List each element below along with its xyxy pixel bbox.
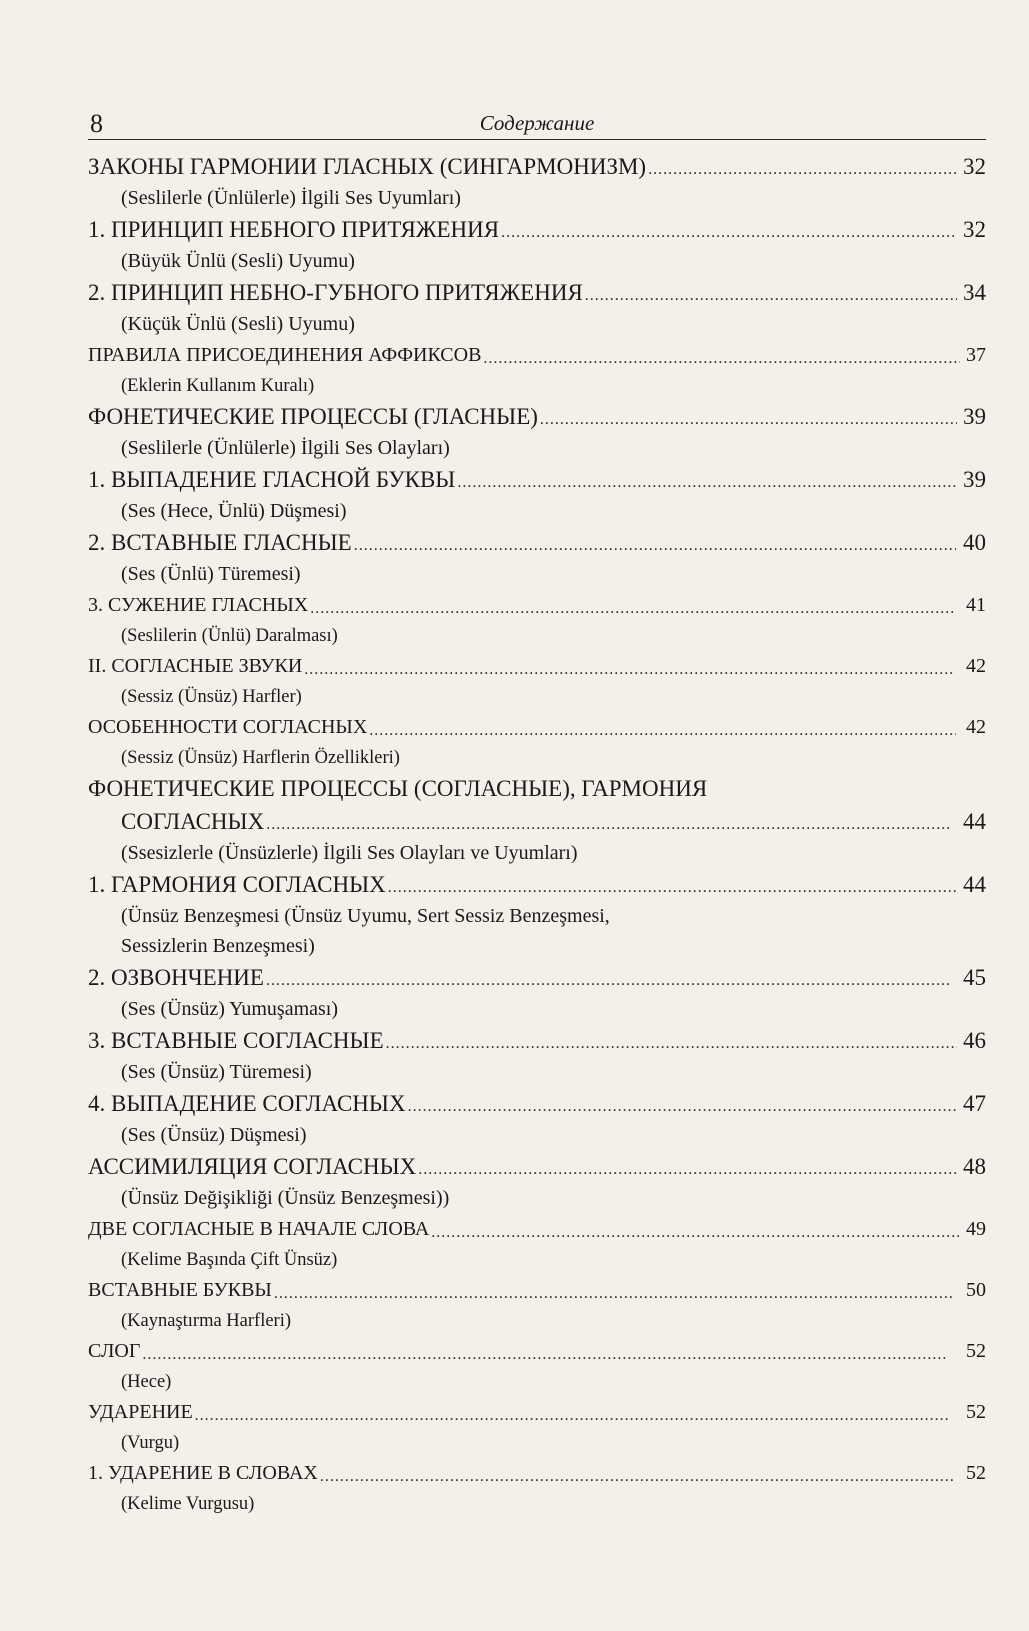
- toc-entry: [88, 526, 986, 589]
- toc-entry: [88, 400, 986, 463]
- toc-entry-subtitle: [88, 309, 986, 339]
- toc-entry: [88, 1335, 986, 1396]
- toc-entry: [88, 1150, 986, 1213]
- toc-entry-subtitle-line: (Büyük Ünlü (Sesli) Uyumu): [121, 250, 355, 272]
- dot-leader: [431, 1220, 959, 1246]
- toc-entry-page-number: 44: [963, 809, 986, 834]
- toc-entry-title: ЗАКОНЫ ГАРМОНИИ ГЛАСНЫХ (СИНГАРМОНИЗМ): [88, 154, 647, 179]
- toc-entry-line: [88, 1396, 986, 1429]
- dot-leader: [540, 407, 957, 433]
- toc-entry-page-number: 47: [963, 1091, 986, 1116]
- toc-entry-page-number: 49: [966, 1218, 986, 1240]
- page-number: 8: [90, 109, 103, 138]
- toc-entry: [88, 1087, 986, 1150]
- toc-entry-subtitle-line: (Vurgu): [121, 1433, 180, 1453]
- toc-entry-title: 3. СУЖЕНИЕ ГЛАСНЫХ: [88, 594, 309, 616]
- dot-leader: [320, 1464, 955, 1490]
- table-of-contents: [88, 150, 986, 1518]
- toc-entry-subtitle-line: (Ses (Hece, Ünlü) Düşmesi): [121, 500, 347, 522]
- toc-entry-subtitle-line: (Küçük Ünlü (Sesli) Uyumu): [121, 313, 355, 335]
- dot-leader: [418, 1157, 957, 1183]
- toc-entry-subtitle-line: (Ses (Ünsüz) Türemesi): [121, 1061, 312, 1083]
- toc-entry-page-number: 39: [963, 404, 986, 429]
- toc-entry-subtitle-line: (Hece): [121, 1372, 172, 1392]
- dot-leader: [501, 220, 957, 246]
- toc-entry-subtitle-line: (Kelime Vurgusu): [121, 1494, 255, 1514]
- toc-entry-subtitle: [88, 433, 986, 463]
- toc-entry: [88, 213, 986, 276]
- toc-entry-subtitle: [88, 496, 986, 526]
- toc-entry: [88, 1457, 986, 1518]
- toc-entry-page-number: 48: [963, 1154, 986, 1179]
- toc-entry-title: 2. ПРИНЦИП НЕБНО-ГУБНОГО ПРИТЯЖЕНИЯ: [88, 280, 583, 305]
- toc-entry-title: УДАРЕНИЕ: [88, 1401, 193, 1423]
- toc-entry: [88, 276, 986, 339]
- toc-entry-line: [88, 961, 986, 994]
- toc-entry-subtitle: [88, 901, 986, 961]
- toc-entry-title: СОГЛАСНЫХ: [121, 809, 265, 834]
- dot-leader: [648, 157, 957, 183]
- toc-entry: [88, 650, 986, 711]
- toc-entry-subtitle: [88, 1307, 986, 1335]
- toc-entry-title: 1. ПРИНЦИП НЕБНОГО ПРИТЯЖЕНИЯ: [88, 217, 500, 242]
- toc-entry-page-number: 52: [966, 1401, 986, 1423]
- toc-entry-subtitle-line: (Ses (Ünsüz) Düşmesi): [121, 1124, 307, 1146]
- toc-entry-subtitle: [88, 1120, 986, 1150]
- toc-entry-page-number: 39: [963, 467, 986, 492]
- toc-entry-subtitle: [88, 1429, 986, 1457]
- toc-entry-page-number: 52: [966, 1340, 986, 1362]
- toc-entry-page-number: 46: [963, 1028, 986, 1053]
- toc-entry-line: [88, 1274, 986, 1307]
- toc-entry: [88, 1396, 986, 1457]
- page-header: [88, 105, 986, 140]
- toc-entry-title: 1. УДАРЕНИЕ В СЛОВАХ: [88, 1462, 318, 1484]
- toc-entry: [88, 339, 986, 400]
- toc-entry-subtitle: [88, 622, 986, 650]
- toc-entry-line: [88, 339, 986, 372]
- toc-entry-page-number: 44: [963, 872, 986, 897]
- toc-entry-subtitle-line: (Seslilerle (Ünlülerle) İlgili Ses Uyumları): [121, 187, 461, 209]
- dot-leader: [310, 596, 954, 622]
- toc-entry-title: 2. ОЗВОНЧЕНИЕ: [88, 965, 264, 990]
- dot-leader: [304, 657, 954, 683]
- toc-entry-title: II. СОГЛАСНЫЕ ЗВУКИ: [88, 655, 303, 677]
- dot-leader: [195, 1403, 950, 1429]
- toc-entry-page-number: 32: [963, 154, 986, 179]
- toc-entry-subtitle: [88, 744, 986, 772]
- toc-entry-line: [88, 1150, 986, 1183]
- toc-entry-subtitle-line: (Eklerin Kullanım Kuralı): [121, 376, 315, 396]
- toc-entry-title: 1. ГАРМОНИЯ СОГЛАСНЫХ: [88, 872, 386, 897]
- toc-entry-subtitle: [88, 372, 986, 400]
- toc-entry-line: [88, 526, 986, 559]
- toc-entry-title: 3. ВСТАВНЫЕ СОГЛАСНЫЕ: [88, 1028, 384, 1053]
- toc-entry-line: [88, 1087, 986, 1120]
- toc-entry-page-number: 50: [966, 1279, 986, 1301]
- toc-entry-subtitle-line: (Seslilerle (Ünlülerle) İlgili Ses Olayları): [121, 437, 450, 459]
- toc-entry-subtitle: [88, 1183, 986, 1213]
- toc-entry: [88, 711, 986, 772]
- toc-entry-subtitle: [88, 683, 986, 711]
- toc-entry-line: [88, 589, 986, 622]
- dot-leader: [369, 718, 956, 744]
- toc-entry-page-number: 45: [963, 965, 986, 990]
- toc-entry-title: ОСОБЕННОСТИ СОГЛАСНЫХ: [88, 716, 368, 738]
- dot-leader: [266, 812, 952, 838]
- dot-leader: [354, 533, 956, 559]
- toc-entry-subtitle-line: (Kelime Başında Çift Ünsüz): [121, 1250, 338, 1270]
- toc-entry-title: ПРАВИЛА ПРИСОЕДИНЕНИЯ АФФИКСОВ: [88, 344, 482, 366]
- toc-entry: [88, 772, 986, 868]
- toc-entry-line: [88, 711, 986, 744]
- toc-entry-title: ФОНЕТИЧЕСКИЕ ПРОЦЕССЫ (ГЛАСНЫЕ): [88, 404, 538, 429]
- toc-entry: [88, 463, 986, 526]
- toc-entry-title: 1. ВЫПАДЕНИЕ ГЛАСНОЙ БУКВЫ: [88, 467, 456, 492]
- toc-entry: [88, 589, 986, 650]
- toc-entry-title: 4. ВЫПАДЕНИЕ СОГЛАСНЫХ: [88, 1091, 406, 1116]
- dot-leader: [408, 1094, 957, 1120]
- toc-entry-page-number: 41: [966, 594, 986, 616]
- toc-entry-subtitle-line: Sessizlerin Benzeşmesi): [121, 935, 315, 957]
- toc-entry-page-number: 42: [966, 655, 986, 677]
- toc-entry-title: ВСТАВНЫЕ БУКВЫ: [88, 1279, 272, 1301]
- toc-entry-line: [88, 150, 986, 183]
- toc-entry-subtitle-line: (Ssesizlerle (Ünsüzlerle) İlgili Ses Olayları ve Uyumları): [121, 842, 578, 864]
- toc-entry-subtitle: [88, 1368, 986, 1396]
- toc-entry-page-number: 32: [963, 217, 986, 242]
- toc-entry-page-number: 52: [966, 1462, 986, 1484]
- toc-entry-line: [88, 1335, 986, 1368]
- toc-entry-line: [88, 1457, 986, 1490]
- toc-entry-title: ДВЕ СОГЛАСНЫЕ В НАЧАЛЕ СЛОВА: [88, 1218, 430, 1240]
- toc-entry-line: [88, 213, 986, 246]
- toc-entry-line: [88, 650, 986, 683]
- running-title: Содержание: [479, 111, 595, 135]
- dot-leader: [457, 470, 957, 496]
- toc-entry-page-number: 40: [963, 530, 986, 555]
- toc-entry-subtitle-line: (Ses (Ünsüz) Yumuşaması): [121, 998, 339, 1020]
- toc-entry-subtitle-line: (Kaynaştırma Harfleri): [121, 1311, 292, 1331]
- toc-entry-subtitle: [88, 1490, 986, 1518]
- toc-entry: [88, 961, 986, 1024]
- toc-entry-subtitle: [88, 1057, 986, 1087]
- toc-entry-line: [88, 805, 986, 838]
- toc-entry-subtitle: [88, 838, 986, 868]
- toc-entry-line: [88, 1213, 986, 1246]
- dot-leader: [274, 1281, 953, 1307]
- toc-entry-subtitle-line: (Ünsüz Benzeşmesi (Ünsüz Uyumu, Sert Sessiz Benzeşmesi,: [121, 905, 610, 927]
- toc-entry-subtitle-line: (Seslilerin (Ünlü) Daralması): [121, 626, 338, 646]
- toc-entry-title-first-line: ФОНЕТИЧЕСКИЕ ПРОЦЕССЫ (СОГЛАСНЫЕ), ГАРМОНИЯ: [88, 776, 708, 801]
- dot-leader: [388, 875, 957, 901]
- toc-entry: [88, 1274, 986, 1335]
- toc-entry-subtitle-line: (Ünsüz Değişikliği (Ünsüz Benzeşmesi)): [121, 1187, 450, 1209]
- toc-entry-title: 2. ВСТАВНЫЕ ГЛАСНЫЕ: [88, 530, 352, 555]
- dot-leader: [266, 968, 952, 994]
- toc-entry-subtitle-line: (Ses (Ünlü) Türemesi): [121, 563, 301, 585]
- dot-leader: [483, 346, 960, 372]
- toc-entry-line: [88, 1024, 986, 1057]
- toc-entry-page-number: 34: [963, 280, 986, 305]
- toc-entry-subtitle: [88, 1246, 986, 1274]
- toc-entry-title: СЛОГ: [88, 1340, 141, 1362]
- toc-entry-subtitle-line: (Sessiz (Ünsüz) Harfler): [121, 687, 302, 707]
- toc-entry-subtitle: [88, 246, 986, 276]
- toc-entry: [88, 1024, 986, 1087]
- toc-entry-line: [88, 463, 986, 496]
- toc-entry: [88, 150, 986, 213]
- dot-leader: [386, 1031, 957, 1057]
- toc-entry-subtitle: [88, 559, 986, 589]
- toc-entry-page-number: 42: [966, 716, 986, 738]
- toc-entry-line: [88, 868, 986, 901]
- toc-entry-page-number: 37: [966, 344, 986, 366]
- dot-leader: [142, 1342, 947, 1368]
- toc-entry: [88, 1213, 986, 1274]
- toc-entry-line: [88, 276, 986, 309]
- dot-leader: [585, 283, 957, 309]
- toc-entry-subtitle: [88, 183, 986, 213]
- toc-entry-line: [88, 400, 986, 433]
- toc-entry-subtitle: [88, 994, 986, 1024]
- toc-entry: [88, 868, 986, 961]
- toc-entry-subtitle-line: (Sessiz (Ünsüz) Harflerin Özellikleri): [121, 748, 400, 768]
- toc-entry-title: АССИМИЛЯЦИЯ СОГЛАСНЫХ: [88, 1154, 417, 1179]
